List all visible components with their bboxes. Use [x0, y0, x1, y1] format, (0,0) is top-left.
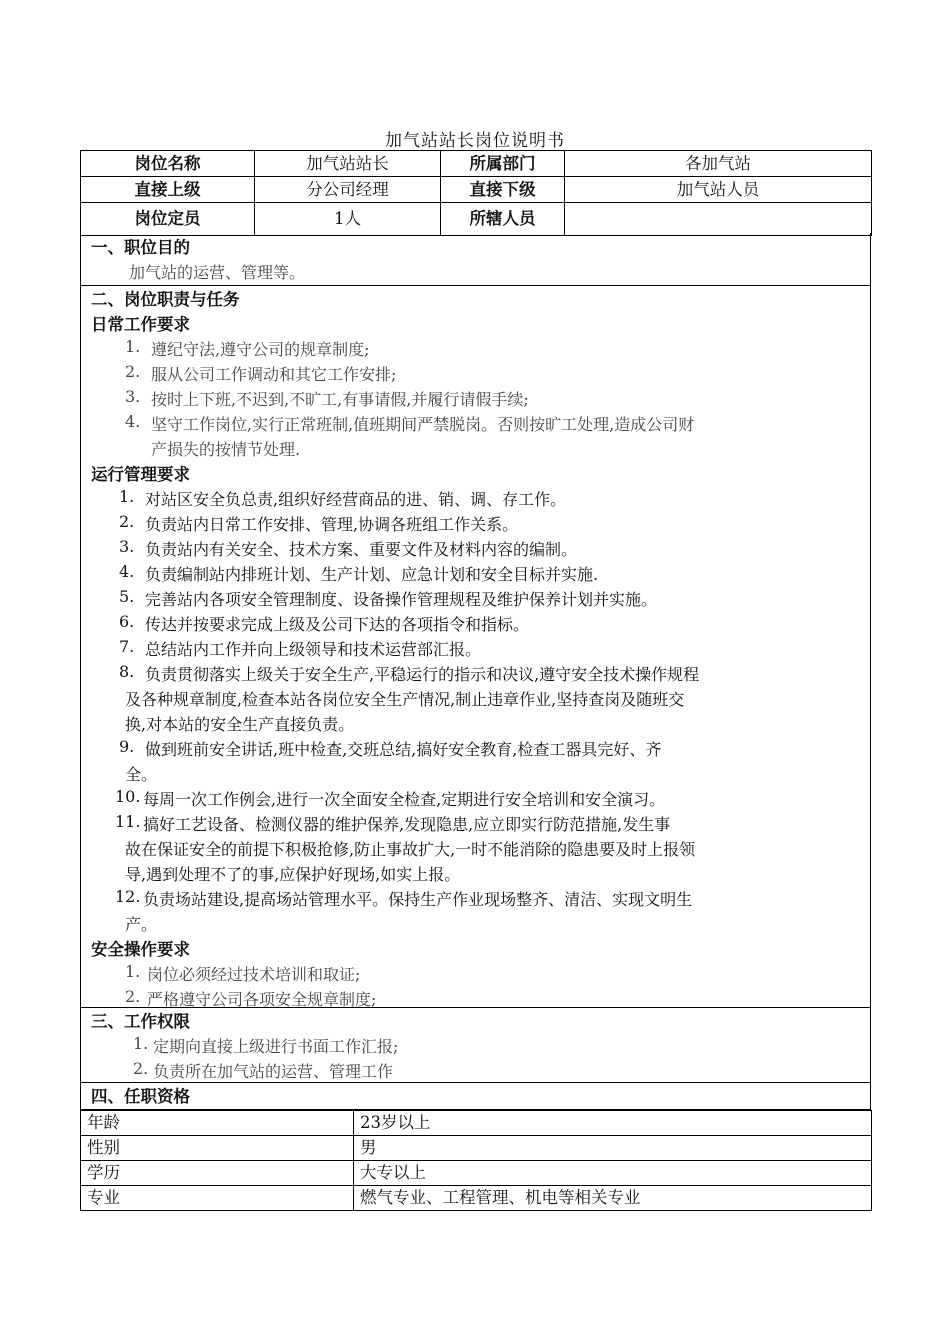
item-text: 做到班前安全讲话,班中检查,交班总结,搞好安全教育,检查工器具完好、齐: [145, 740, 662, 759]
info-row: [81, 151, 872, 177]
item-number: 2.: [125, 987, 141, 1006]
list-item: [91, 1034, 860, 1059]
item-text: 负责编制站内排班计划、生产计划、应急计划和安全目标并实施.: [145, 565, 599, 584]
item-text-continued: 故在保证安全的前提下积极抢修,防止事故扩大,一时不能消除的隐患要及时上报领: [125, 840, 696, 859]
item-number: 7.: [119, 637, 135, 656]
list-item: [91, 612, 860, 637]
item-number: 1.: [133, 1034, 149, 1053]
list-item: [91, 1059, 860, 1084]
item-number: 1.: [125, 337, 141, 356]
direct-subordinate-value: 加气站人员: [565, 177, 872, 203]
item-text-continued: 产损失的按情节处理.: [151, 440, 301, 459]
item-text-continued: 换,对本站的安全生产直接负责。: [125, 715, 355, 734]
list-item: [91, 337, 860, 362]
item-text-continued: 产。: [125, 915, 158, 934]
item-text: 负责站内有关安全、技术方案、重要文件及材料内容的编制。: [145, 540, 578, 559]
qualification-value: 大专以上: [354, 1161, 872, 1186]
headcount-label: 岗位定员: [81, 203, 255, 236]
qualification-label: 学历: [81, 1161, 354, 1186]
table-row: [81, 1186, 872, 1211]
table-row: [81, 1161, 872, 1186]
item-number: 9.: [119, 737, 135, 756]
item-number: 11.: [115, 812, 141, 831]
headcount-value: 1人: [255, 203, 441, 236]
section-heading: 一、职位目的: [91, 238, 190, 257]
department-value: 各加气站: [565, 151, 872, 177]
item-text: 岗位必须经过技术培训和取证;: [147, 965, 361, 984]
item-text-continued: 及各种规章制度,检查本站各岗位安全生产情况,制止违章作业,坚持查岗及随班交: [125, 690, 685, 709]
job-purpose-text: 加气站的运营、管理等。: [129, 263, 306, 282]
info-row: [81, 177, 872, 203]
position-info-table: [80, 150, 872, 236]
section-heading: 三、工作权限: [91, 1012, 190, 1031]
item-text: 负责场站建设,提高场站管理水平。保持生产作业现场整齐、清洁、实现文明生: [143, 890, 693, 909]
section-qualifications: [80, 1083, 871, 1110]
subsection-heading: 安全操作要求: [91, 940, 190, 959]
item-text: 对站区安全负总责,组织好经营商品的进、销、调、存工作。: [145, 490, 567, 509]
department-label: 所属部门: [441, 151, 565, 177]
section-heading: 四、任职资格: [91, 1087, 190, 1106]
item-text: 负责站内日常工作安排、管理,协调各班组工作关系。: [145, 515, 519, 534]
document-title: 加气站站长岗位说明书: [385, 131, 565, 151]
list-item: [91, 412, 860, 437]
item-text-continued: 导,遇到处理不了的事,应保护好现场,如实上报。: [125, 865, 461, 884]
item-number: 2.: [133, 1059, 149, 1078]
item-text: 负责贯彻落实上级关于安全生产,平稳运行的指示和决议,遵守安全技术操作规程: [145, 665, 700, 684]
qualification-value: 燃气专业、工程管理、机电等相关专业: [354, 1186, 872, 1211]
list-item: [91, 962, 860, 987]
item-number: 3.: [125, 387, 141, 406]
list-item: [91, 487, 860, 512]
position-name-label: 岗位名称: [81, 151, 255, 177]
item-text: 服从公司工作调动和其它工作安排;: [151, 365, 397, 384]
item-number: 3.: [119, 537, 135, 556]
list-item: [91, 587, 860, 612]
item-number: 12.: [115, 887, 141, 906]
item-number: 10.: [115, 787, 141, 806]
list-item: [91, 812, 860, 837]
item-text: 定期向直接上级进行书面工作汇报;: [153, 1037, 399, 1056]
item-text: 严格遵守公司各项安全规章制度;: [147, 990, 377, 1009]
item-text: 传达并按要求完成上级及公司下达的各项指令和指标。: [145, 615, 530, 634]
item-text: 搞好工艺设备、检测仪器的维护保养,发现隐患,应立即实行防范措施,发生事: [143, 815, 671, 834]
qualifications-table: [80, 1110, 872, 1211]
qualification-label: 性别: [81, 1136, 354, 1161]
direct-superior-label: 直接上级: [81, 177, 255, 203]
item-text: 总结站内工作并向上级领导和技术运营部汇报。: [145, 640, 482, 659]
subsection-heading: 运行管理要求: [91, 465, 190, 484]
direct-subordinate-label: 直接下级: [441, 177, 565, 203]
list-item: [91, 737, 860, 762]
item-text: 负责所在加气站的运营、管理工作: [153, 1062, 394, 1081]
item-text: 按时上下班,不迟到,不旷工,有事请假,并履行请假手续;: [151, 390, 529, 409]
section-authority: [80, 1008, 871, 1083]
subordinates-value: [565, 203, 872, 236]
item-number: 4.: [125, 412, 141, 431]
subsection-heading: 日常工作要求: [91, 315, 190, 334]
list-item: [91, 787, 860, 812]
list-item: [91, 362, 860, 387]
item-number: 8.: [119, 662, 135, 681]
item-number: 5.: [119, 587, 135, 606]
section-job-purpose: [80, 233, 871, 286]
subordinates-label: 所辖人员: [441, 203, 565, 236]
item-number: 4.: [119, 562, 135, 581]
table-row: [81, 1136, 872, 1161]
list-item: [91, 512, 860, 537]
qualification-value: 男: [354, 1136, 872, 1161]
list-item: [91, 887, 860, 912]
qualification-label: 专业: [81, 1186, 354, 1211]
list-item: [91, 562, 860, 587]
table-row: [81, 1111, 872, 1136]
position-name-value: 加气站站长: [255, 151, 441, 177]
section-duties: [80, 286, 871, 1008]
qualification-label: 年龄: [81, 1111, 354, 1136]
item-text: 坚守工作岗位,实行正常班制,值班期间严禁脱岗。否则按旷工处理,造成公司财: [151, 415, 695, 434]
item-number: 2.: [125, 362, 141, 381]
item-number: 1.: [125, 962, 141, 981]
item-number: 6.: [119, 612, 135, 631]
list-item: [91, 637, 860, 662]
item-number: 2.: [119, 512, 135, 531]
list-item: [91, 537, 860, 562]
list-item: [91, 387, 860, 412]
section-heading: 二、岗位职责与任务: [91, 290, 240, 309]
list-item: [91, 662, 860, 687]
qualification-value: 23岁以上: [354, 1111, 872, 1136]
item-number: 1.: [119, 487, 135, 506]
item-text: 每周一次工作例会,进行一次全面安全检查,定期进行安全培训和安全演习。: [143, 790, 666, 809]
item-text-continued: 全。: [125, 765, 158, 784]
info-row: [81, 203, 872, 236]
item-text: 遵纪守法,遵守公司的规章制度;: [151, 340, 370, 359]
item-text: 完善站内各项安全管理制度、设备操作管理规程及维护保养计划并实施。: [145, 590, 658, 609]
direct-superior-value: 分公司经理: [255, 177, 441, 203]
